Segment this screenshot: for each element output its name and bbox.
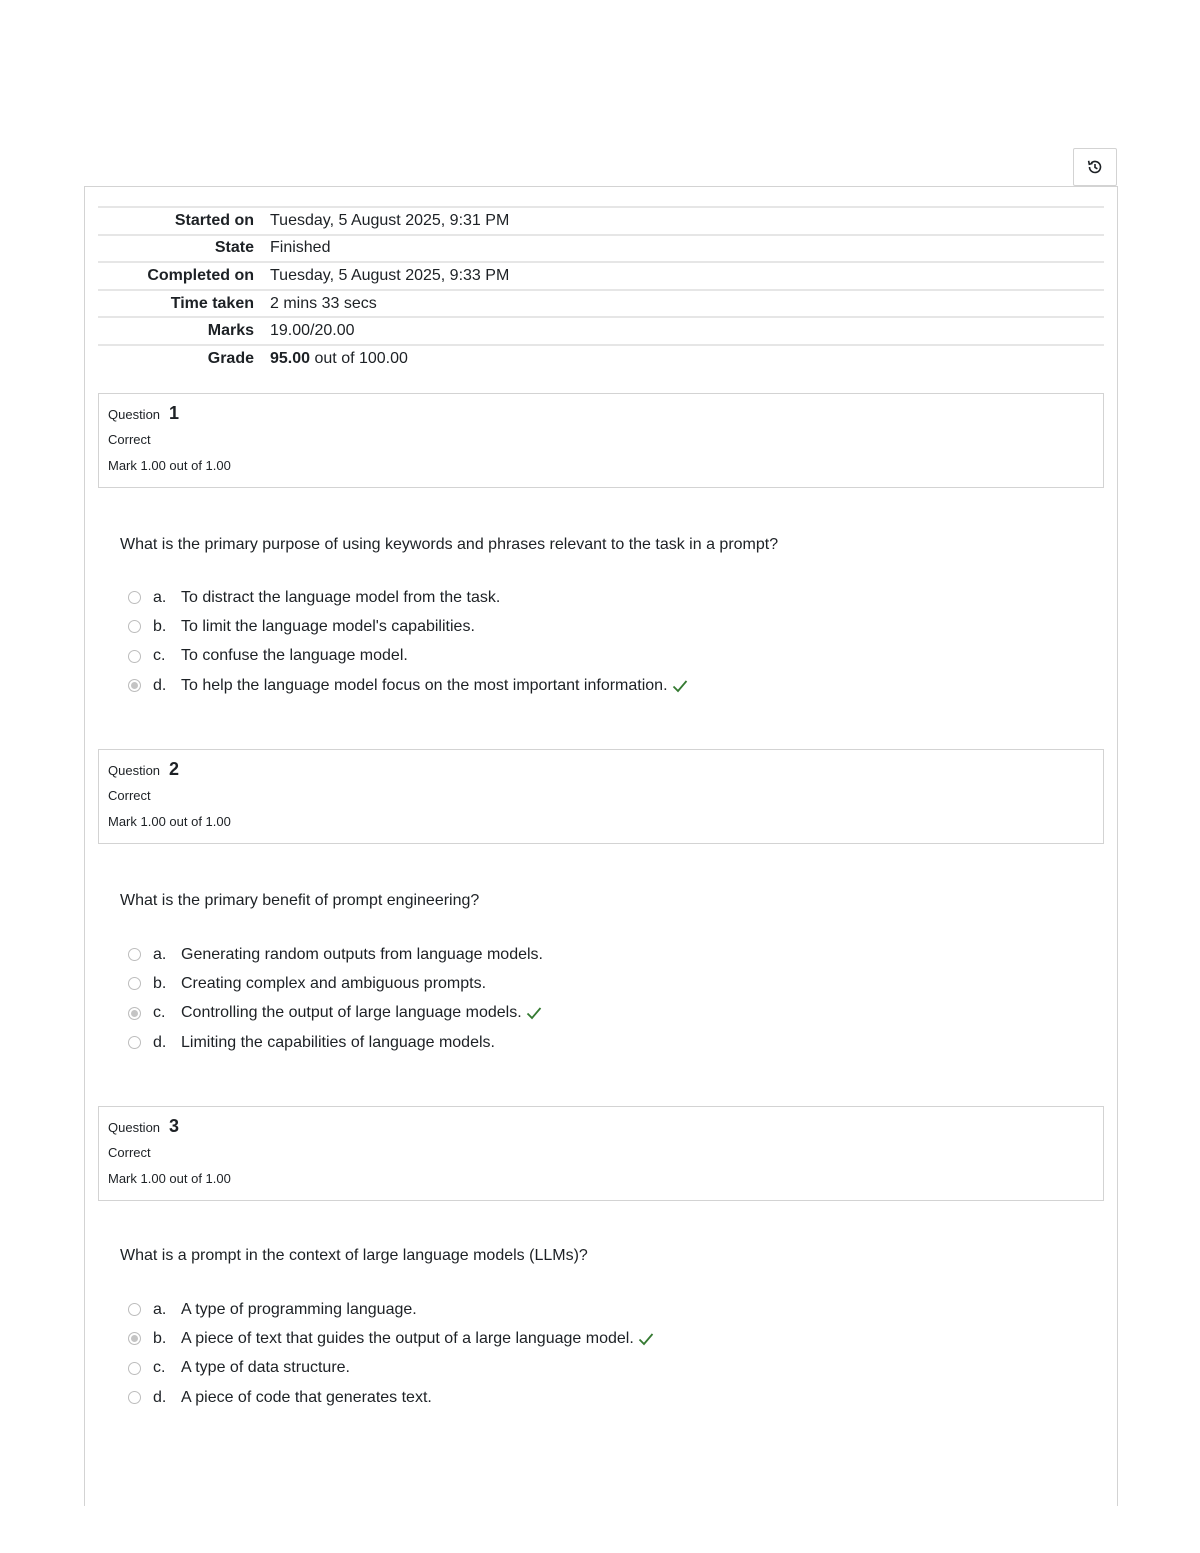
history-button[interactable] <box>1073 148 1117 186</box>
summary-row-completed <box>98 262 1104 290</box>
summary-label: State <box>214 239 254 257</box>
answer-option-selected[interactable] <box>128 671 688 700</box>
answer-text: Generating random outputs from language models. <box>181 945 543 963</box>
check-icon <box>638 1332 654 1346</box>
question-info-1 <box>98 393 1104 488</box>
answer-text: Creating complex and ambiguous prompts. <box>181 974 487 992</box>
summary-value: Tuesday, 5 August 2025, 9:33 PM <box>270 266 510 284</box>
answer-option[interactable] <box>128 612 688 641</box>
question-text: What is the primary purpose of using keywords and phrases relevant to the task in a prompt? <box>120 536 779 553</box>
question-prefix: Question <box>108 1120 161 1135</box>
grade-value: 95.00 <box>270 350 311 368</box>
answer-letter: a. <box>153 945 167 963</box>
answer-list <box>128 583 688 700</box>
answer-option[interactable] <box>128 1028 543 1057</box>
history-icon <box>1085 157 1105 177</box>
answer-letter: b. <box>153 617 167 635</box>
grade-suffix: out of 100.00 <box>314 350 408 368</box>
question-info-2 <box>98 749 1104 844</box>
answer-text: A piece of code that generates text. <box>181 1388 432 1406</box>
question-state: Correct <box>108 788 151 803</box>
summary-row-state <box>98 235 1104 263</box>
radio-button-checked[interactable] <box>128 1007 141 1020</box>
summary-label: Marks <box>207 322 254 340</box>
summary-row-started <box>98 207 1104 235</box>
answer-letter: a. <box>153 1300 167 1318</box>
question-number-value: 1 <box>169 403 180 423</box>
answer-text: Controlling the output of large language models. <box>181 1004 522 1022</box>
question-number <box>108 758 1103 782</box>
question-text: What is a prompt in the context of large language models (LLMs)? <box>120 1247 588 1264</box>
answer-letter: d. <box>153 676 167 694</box>
answer-option-selected[interactable] <box>128 1324 654 1353</box>
question-number-value: 2 <box>169 759 180 779</box>
summary-row-time <box>98 290 1104 318</box>
answer-letter: d. <box>153 1033 167 1051</box>
question-number-value: 3 <box>169 1116 180 1136</box>
answer-letter: b. <box>153 974 167 992</box>
radio-button[interactable] <box>128 1036 141 1049</box>
answer-option-selected[interactable] <box>128 999 543 1028</box>
attempt-summary <box>98 206 1104 373</box>
answer-letter: c. <box>153 1359 166 1377</box>
radio-button[interactable] <box>128 1362 141 1375</box>
answer-text: To limit the language model's capabilities. <box>181 617 475 635</box>
question-text: What is the primary benefit of prompt engineering? <box>120 892 480 909</box>
check-icon <box>672 679 688 693</box>
question-prefix: Question <box>108 407 161 422</box>
summary-label: Started on <box>174 211 254 229</box>
radio-button-checked[interactable] <box>128 1332 141 1345</box>
question-grade: Mark 1.00 out of 1.00 <box>108 1171 231 1186</box>
answer-text: To help the language model focus on the most important information. <box>181 676 668 694</box>
answer-letter: c. <box>153 1004 166 1022</box>
answer-option[interactable] <box>128 1383 654 1412</box>
answer-letter: a. <box>153 588 167 606</box>
answer-text: To confuse the language model. <box>181 647 408 665</box>
answer-text: A type of programming language. <box>181 1300 417 1318</box>
answer-option[interactable] <box>128 1354 654 1383</box>
summary-value: Finished <box>270 239 331 257</box>
answer-option[interactable] <box>128 642 688 671</box>
radio-button[interactable] <box>128 650 141 663</box>
summary-value: Tuesday, 5 August 2025, 9:31 PM <box>270 211 510 229</box>
answer-option[interactable] <box>128 1295 654 1324</box>
answer-option[interactable] <box>128 940 543 969</box>
answer-list <box>128 1295 654 1412</box>
answer-letter: b. <box>153 1329 167 1347</box>
question-number <box>108 402 1103 426</box>
question-number <box>108 1115 1103 1139</box>
answer-text: A piece of text that guides the output of a large language model. <box>181 1329 634 1347</box>
radio-button-checked[interactable] <box>128 679 141 692</box>
radio-button[interactable] <box>128 620 141 633</box>
summary-label: Time taken <box>170 294 254 312</box>
question-info-3 <box>98 1106 1104 1201</box>
answer-text: Limiting the capabilities of language models. <box>181 1033 495 1051</box>
summary-value <box>270 345 1104 373</box>
answer-option[interactable] <box>128 583 688 612</box>
answer-letter: d. <box>153 1388 167 1406</box>
question-grade: Mark 1.00 out of 1.00 <box>108 458 231 473</box>
answer-text: A type of data structure. <box>181 1359 350 1377</box>
answer-list <box>128 940 543 1057</box>
radio-button[interactable] <box>128 948 141 961</box>
summary-row-marks <box>98 317 1104 345</box>
summary-label: Grade <box>207 350 254 368</box>
radio-button[interactable] <box>128 591 141 604</box>
question-grade: Mark 1.00 out of 1.00 <box>108 814 231 829</box>
answer-option[interactable] <box>128 969 543 998</box>
answer-text: To distract the language model from the task. <box>181 588 501 606</box>
radio-button[interactable] <box>128 977 141 990</box>
question-prefix: Question <box>108 763 161 778</box>
summary-row-grade <box>98 345 1104 373</box>
summary-value: 19.00/20.00 <box>270 322 355 340</box>
answer-letter: c. <box>153 647 166 665</box>
summary-value: 2 mins 33 secs <box>270 294 377 312</box>
summary-label: Completed on <box>147 266 254 284</box>
radio-button[interactable] <box>128 1391 141 1404</box>
check-icon <box>526 1006 542 1020</box>
radio-button[interactable] <box>128 1303 141 1316</box>
question-state: Correct <box>108 1145 151 1160</box>
question-state: Correct <box>108 432 151 447</box>
